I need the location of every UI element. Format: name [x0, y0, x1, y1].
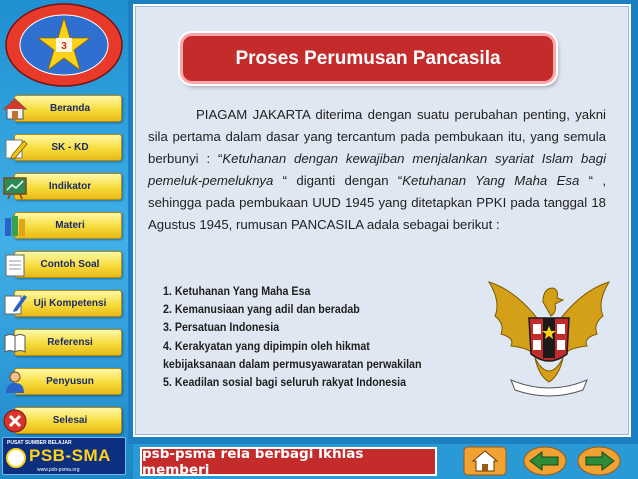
pancasila-list [163, 283, 467, 392]
content-paragraph [148, 104, 606, 236]
sidebar-item-label: Beranda [49, 103, 90, 114]
chart-board-icon [1, 171, 29, 202]
paragraph-italic-1: Ketuhanan dengan kewajiban menjalankan syariat Islam bagi pemeluk-pemeluknya [148, 151, 606, 188]
sidebar-item-label: Uji Kompetensi [33, 298, 107, 309]
next-button[interactable] [576, 445, 622, 477]
svg-text:3: 3 [61, 41, 67, 52]
sidebar-item-materi[interactable] [0, 209, 126, 242]
sidebar-item-label: Selesai [52, 415, 88, 426]
sidebar-item-label: Referensi [47, 337, 93, 348]
sidebar-item-label: Contoh Soal [40, 259, 100, 270]
books-icon [1, 210, 29, 241]
close-icon [1, 405, 29, 436]
sidebar-item-selesai[interactable] [0, 404, 126, 437]
footer-tagline-bar [140, 447, 437, 476]
sidebar-item-label: Indikator [48, 181, 92, 192]
garuda-pancasila-icon [481, 272, 617, 400]
paragraph-part-2: “ diganti dengan “ [273, 173, 403, 188]
notepad-icon [1, 249, 29, 280]
list-item: 2. Kemanusiaan yang adil dan beradab [163, 303, 360, 317]
page-title-bar [180, 33, 556, 84]
sidebar-item-label: Penyusun [46, 376, 94, 387]
sidebar-item-label: SK - KD [51, 142, 89, 153]
list-item: 1. Ketuhanan Yang Maha Esa [163, 285, 311, 298]
list-item: kebijaksanaan dalam permusyawaratan perwakilan [163, 357, 422, 371]
arrow-right-icon [576, 445, 622, 477]
sidebar-item-penyusun[interactable] [0, 365, 126, 398]
home-icon [462, 445, 508, 477]
sidebar-item-indikator[interactable] [0, 170, 126, 203]
person-icon [1, 366, 29, 397]
sidebar-item-label: Materi [55, 220, 85, 231]
sidebar-item-uji-kompetensi[interactable] [0, 287, 126, 320]
list-item: 5. Keadilan sosial bagi seluruh rakyat Indonesia [163, 376, 407, 390]
school-emblem-icon [2, 2, 126, 88]
paragraph-part-3: “ , sehingga pada pembukaan UUD 1945 yang ditetapkan PPKI pada tanggal 18 Agustus 1945, rumusan PANCASILA adala sebagai berikut : [148, 173, 606, 232]
psb-badge-icon [6, 448, 26, 468]
back-button[interactable] [522, 445, 568, 477]
sidebar-item-referensi[interactable] [0, 326, 126, 359]
psb-logo-main: PSB-SMA [29, 446, 111, 465]
sidebar-item-contoh-soal[interactable] [0, 248, 126, 281]
pen-paper-icon [1, 288, 29, 319]
list-item: 4. Kerakyatan yang dipimpin oleh hikmat [163, 339, 370, 353]
psb-sma-logo [2, 437, 126, 475]
paragraph-part-1: PIAGAM JAKARTA diterima dengan suatu perubahan penting, yakni sila pertama dalam dasar yang tercantum pada pembukaan itu, yang semula berbunyi : “ [148, 107, 606, 166]
sidebar-item-beranda[interactable] [0, 92, 126, 125]
home-button[interactable] [462, 445, 508, 477]
pencil-icon [1, 132, 29, 163]
psb-logo-top: PUSAT SUMBER BELAJAR [7, 440, 72, 446]
page-title: Proses Perumusan Pancasila [235, 47, 501, 69]
house-icon [1, 93, 29, 124]
sidebar-item-sk-kd[interactable] [0, 131, 126, 164]
paragraph-italic-2: Ketuhanan Yang Maha Esa [402, 173, 580, 188]
school-logo [2, 2, 126, 88]
psb-logo-url: www.psb-psma.org [37, 467, 80, 473]
sidebar [0, 0, 133, 479]
arrow-left-icon [522, 445, 568, 477]
list-item: 3. Persatuan Indonesia [163, 321, 280, 335]
footer-tagline: psb-psma rela berbagi Ikhlas memberi [142, 445, 364, 478]
book-icon [1, 327, 29, 358]
